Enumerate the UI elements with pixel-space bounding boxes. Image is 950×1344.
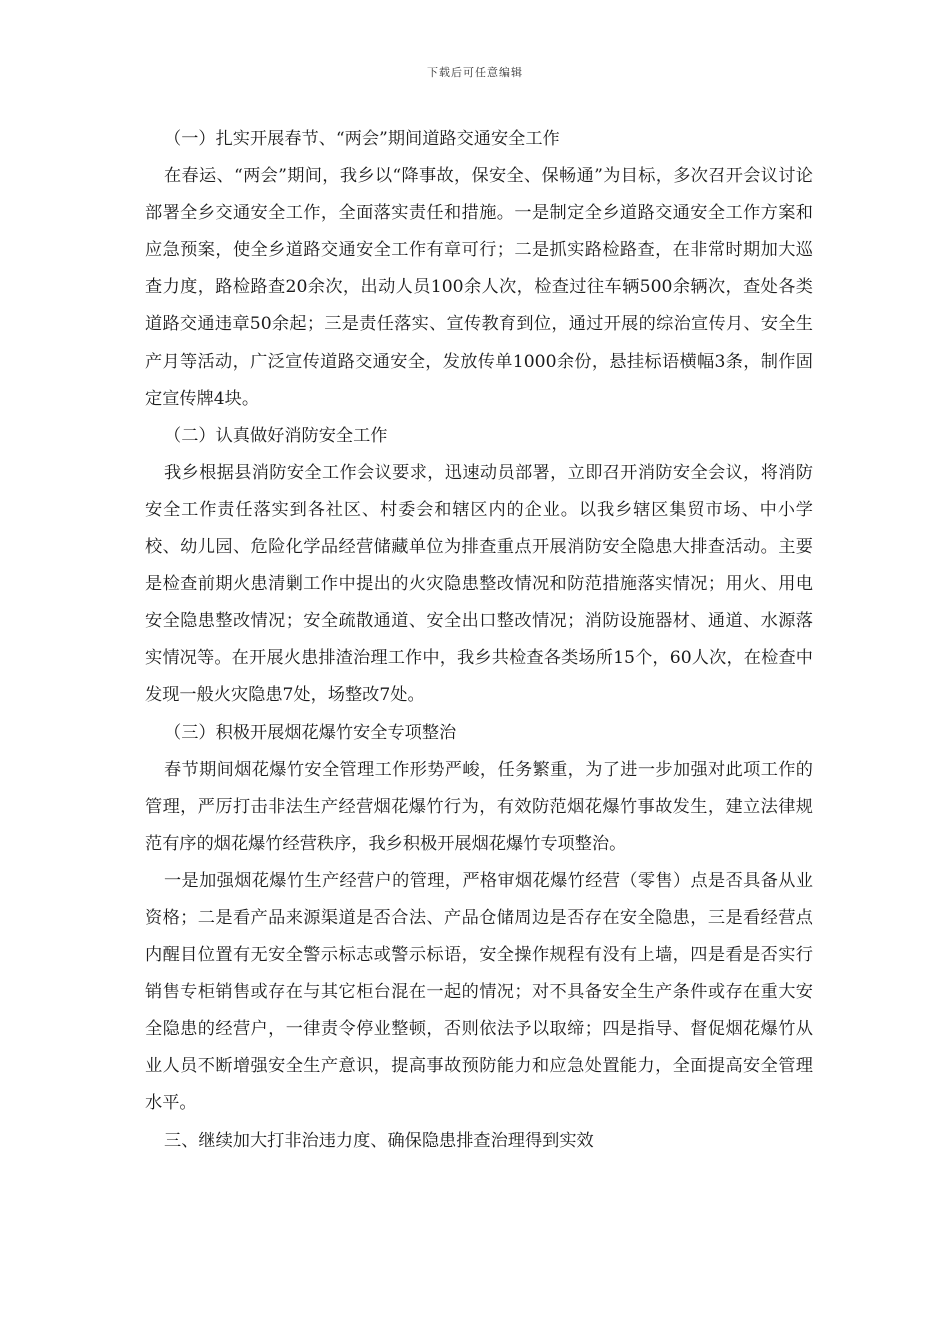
section-heading-three: 三、继续加大打非治违力度、确保隐患排查治理得到实效 [164,1130,594,1151]
paragraph-fireworks-measures: 一是加强烟花爆竹生产经营户的管理，严格审烟花爆竹经营（零售）点是否具备从业资格；二是看产品来源渠道是否合法、产品仓储周边是否存在安全隐患，三是看经营点内醒目位置有无安全警示标志或警示标语，安全操作规程有没有上墙，四是看是否实行销售专柜销售或存在与其它柜台混在一起的情况；对不具备安全生产条件或存在重大安全隐患的经营户，一律责令停业整顿，否则依法予以取缔；四是指导、督促烟花爆竹从业人员不断增强安全生产意识，提高事故预防能力和应急处置能力，全面提高安全管理水平。 [145,870,813,1114]
paragraph-fire: 我乡根据县消防安全工作会议要求，迅速动员部署，立即召开消防安全会议，将消防安全工作责任落实到各社区、村委会和辖区内的企业。以我乡辖区集贸市场、中小学校、幼儿园、危险化学品经营储藏单位为排查重点开展消防安全隐患大排查活动。主要是检查前期火患清剿工作中提出的火灾隐患整改情况和防范措施落实情况；用火、用电安全隐患整改情况；安全疏散通道、安全出口整改情况；消防设施器材、通道、水源落实情况等。在开展火患排渣治理工作中，我乡共检查各类场所15个，60人次，在检查中发现一般火灾隐患7处，场整改7处。 [145,462,813,706]
document-body [145,121,813,1160]
section-heading-fire: （二）认真做好消防安全工作 [164,425,388,446]
paragraph-fireworks-intro: 春节期间烟花爆竹安全管理工作形势严峻，任务繁重，为了进一步加强对此项工作的管理，严厉打击非法生产经营烟花爆竹行为，有效防范烟花爆竹事故发生，建立法律规范有序的烟花爆竹经营秩序，我乡积极开展烟花爆竹专项整治。 [145,759,813,854]
section-heading-fireworks: （三）积极开展烟花爆竹安全专项整治 [164,722,457,743]
page-header: 下载后可任意编辑 [427,66,523,79]
section-heading-traffic: （一）扎实开展春节、“两会”期间道路交通安全工作 [164,129,560,149]
paragraph-traffic: 在春运、“两会”期间，我乡以“降事故，保安全、保畅通”为目标，多次召开会议讨论部署全乡交通安全工作，全面落实责任和措施。一是制定全乡道路交通安全工作方案和应急预案，使全乡道路交通安全工作有章可行；二是抓实路检路查，在非常时期加大巡查力度，路检路查20余次，出动人员100余人次，检查过往车辆500余辆次，查处各类道路交通违章50余起；三是责任落实、宣传教育到位，通过开展的综治宣传月、安全生产月等活动，广泛宣传道路交通安全，发放传单1000余份，悬挂标语横幅3条，制作固定宣传牌4块。 [145,166,813,409]
